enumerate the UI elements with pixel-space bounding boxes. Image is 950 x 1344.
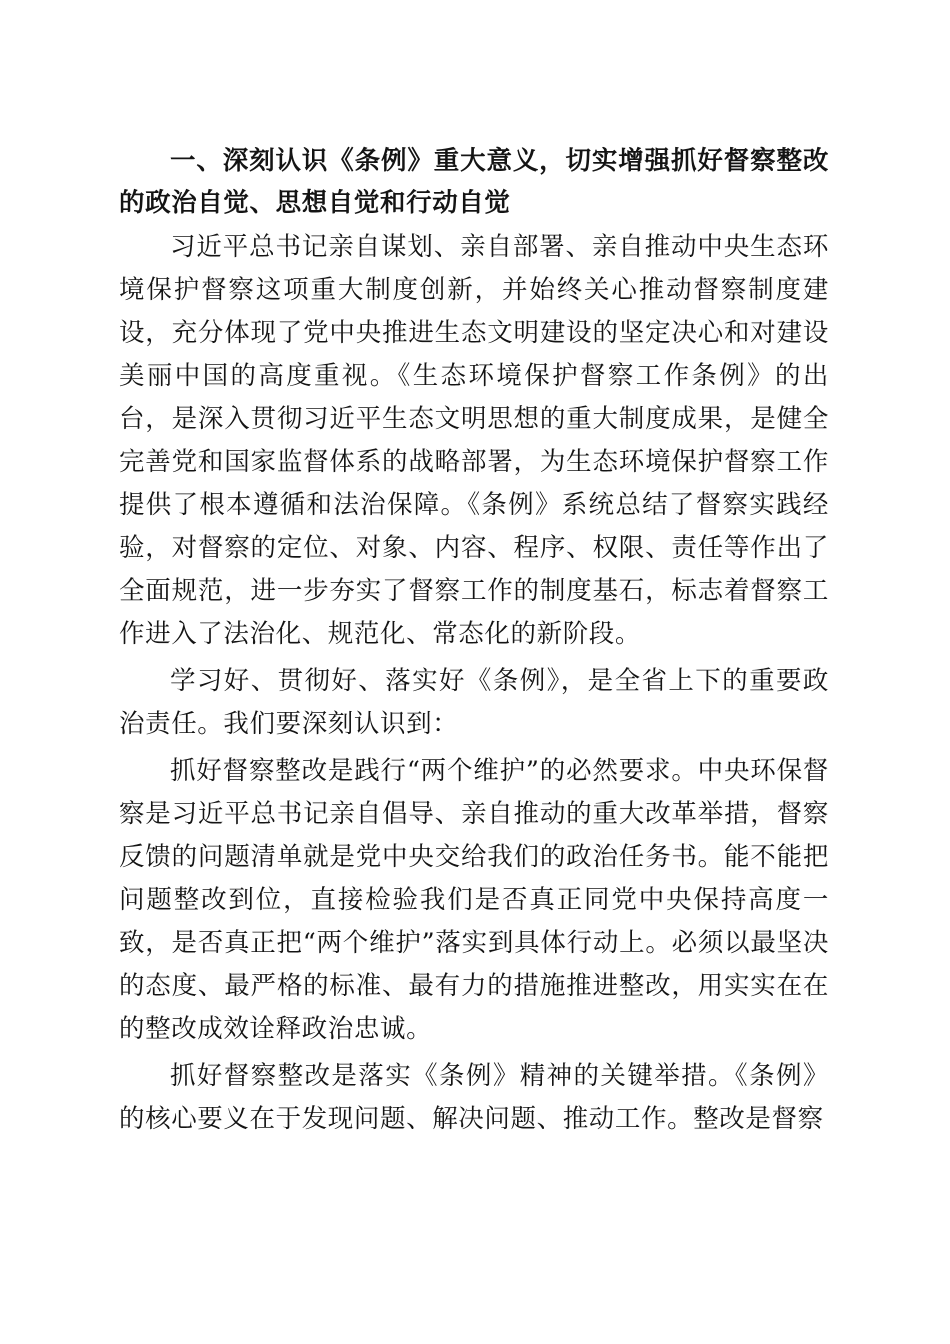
paragraph-4: 抓好督察整改是落实《条例》精神的关键举措。《条例》的核心要义在于发现问题、解决问题、推动工作。整改是督察 [119, 1061, 829, 1134]
section-heading: 一、深刻认识《条例》重大意义，切实增强抓好督察整改的政治自觉、思想自觉和行动自觉 [119, 146, 829, 218]
paragraph-1: 习近平总书记亲自谋划、亲自部署、亲自推动中央生态环境保护督察这项重大制度创新，并始终关心推动督察制度建设，充分体现了党中央推进生态文明建设的坚定决心和对建设美丽中国的高度重视。《生态环境保护督察工作条例》的出台，是深入贯彻习近平生态文明思想的重大制度成果，是健全完善党和国家监督体系的战略部署，为生态环境保护督察工作提供了根本遵循和法治保障。《条例》系统总结了督察实践经验，对督察的定位、对象、内容、程序、权限、责任等作出了全面规范，进一步夯实了督察工作的制度基石，标志着督察工作进入了法治化、规范化、常态化的新阶段。 [119, 232, 829, 649]
paragraph-2: 学习好、贯彻好、落实好《条例》，是全省上下的重要政治责任。我们要深刻认识到： [119, 666, 829, 739]
paragraph-3: 抓好督察整改是践行“两个维护”的必然要求。中央环保督察是习近平总书记亲自倡导、亲自推动的重大改革举措，督察反馈的问题清单就是党中央交给我们的政治任务书。能不能把问题整改到位，直接检验我们是否真正同党中央保持高度一致，是否真正把“两个维护”落实到具体行动上。必须以最坚决的态度、最严格的标准、最有力的措施推进整改，用实实在在的整改成效诠释政治忠诚。 [119, 756, 829, 1044]
document-body [119, 140, 829, 1141]
